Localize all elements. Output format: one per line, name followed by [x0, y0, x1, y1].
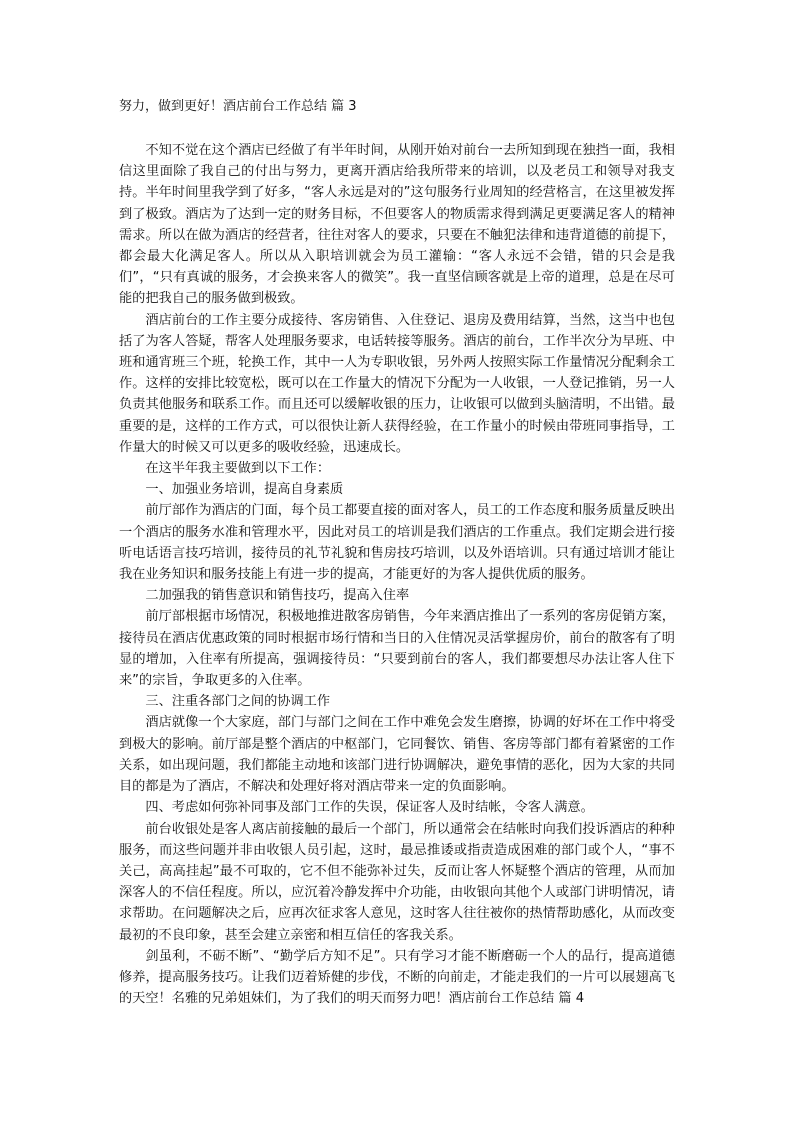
paragraph: 酒店就像一个大家庭，部门与部门之间在工作中难免会发生磨擦，协调的好坏在工作中将受到极大的影响。前厅部是整个酒店的中枢部门，它同餐饮、销售、客房等部门都有着紧密的工作关系，如出现问题，我们都能主动地和该部门进行协调解决，避免事情的恶化，因为大家的共同目的都是为了酒店，不解决和处理好将对酒店带来一定的负面影响。 [119, 715, 675, 795]
section-heading: 二加强我的销售意识和销售技巧，提高入住率 [145, 588, 410, 604]
paragraph: 酒店前台的工作主要分成接待、客房销售、入住登记、退房及费用结算，当然，这当中也包括了为客人答疑，帮客人处理服务要求，电话转接等服务。酒店的前台，工作半次分为早班、中班和通宵班三个班，轮换工作，其中一人为专职收银，另外两人按照实际工作量情况分配剩余工作。这样的安排比较宽松，既可以在工作量大的情况下分配为一人收银，一人登记推销，另一人负责其他服务和联系工作。而且还可以缓解收银的压力，让收银可以做到头脑清明，不出错。最重要的是，这样的工作方式，可以很快让新人获得经验，在工作量小的时候由带班同事指导，工作量大的时候又可以更多的吸收经验，迅速成长。 [119, 312, 675, 455]
paragraph: 前台收银处是客人离店前接触的最后一个部门，所以通常会在结帐时向我们投诉酒店的种种服务，而这些问题并非由收银人员引起，这时，最忌推诿或指责造成困难的部门或个人，“事不关己，高高挂起”最不可取的，它不但不能弥补过失，反而让客人怀疑整个酒店的管理，从而加深客人的不信任程度。所以，应沉着冷静发挥中介功能，由收银向其他个人或部门讲明情况，请求帮助。在问题解决之后，应再次征求客人意见，这时客人往往被你的热情帮助感化，从而改变最初的不良印象，甚至会建立亲密和相互信任的客我关系。 [119, 821, 675, 943]
document-body [119, 140, 675, 1009]
document-title: 努力，做到更好！酒店前台工作总结 篇 3 [119, 99, 357, 114]
section-heading: 四、考虑如何弥补同事及部门工作的失误，保证客人及时结帐，令客人满意。 [145, 800, 594, 816]
paragraph: 前厅部根据市场情况，积极地推进散客房销售，今年来酒店推出了一系列的客房促销方案，接待员在酒店优惠政策的同时根据市场行情和当日的入住情况灵活掌握房价，前台的散客有了明显的增加，入住率有所提高，强调接待员：“只要到前台的客人，我们都要想尽办法让客人住下来”的宗旨，争取更多的入住率。 [119, 609, 675, 689]
paragraph: 前厅部作为酒店的门面，每个员工都要直接的面对客人，员工的工作态度和服务质量反映出一个酒店的服务水准和管理水平，因此对员工的培训是我们酒店的工作重点。我们定期会进行接听电话语言技巧培训，接待员的礼节礼貌和售房技巧培训，以及外语培训。只有通过培训才能让我在业务知识和服务技能上有进一步的提高，才能更好的为客人提供优质的服务。 [119, 503, 675, 583]
section-heading: 三、注重各部门之间的协调工作 [145, 694, 331, 710]
paragraph: 在这半年我主要做到以下工作： [145, 461, 331, 477]
paragraph: 剑虽利，不砺不断”、“勤学后方知不足”。只有学习才能不断磨砺一个人的品行，提高道德修养，提高服务技巧。让我们迈着矫健的步伐，不断的向前走，才能走我们的一片可以展翅高飞的天空！名雅的兄弟姐妹们，为了我们的明天而努力吧！酒店前台工作总结 篇 4 [119, 948, 675, 1007]
paragraph: 不知不觉在这个酒店已经做了有半年时间，从刚开始对前台一去所知到现在独挡一面，我相信这里面除了我自己的付出与努力，更离开酒店给我所带来的培训，以及老员工和领导对我支持。半年时间里我学到了好多，“客人永远是对的”这句服务行业周知的经营格言，在这里被发挥到了极致。酒店为了达到一定的财务目标，不但要客人的物质需求得到满足更要满足客人的精神需求。所以在做为酒店的经营者，往往对客人的要求，只要在不触犯法律和违背道德的前提下，都会最大化满足客人。所以从入职培训就会为员工灌输：“客人永远不会错，错的只会是我们”，“只有真诚的服务，才会换来客人的微笑”。我一直坚信顾客就是上帝的道理，总是在尽可能的把我自己的服务做到极致。 [119, 143, 675, 307]
section-heading: 一、加强业务培训，提高自身素质 [145, 482, 344, 498]
